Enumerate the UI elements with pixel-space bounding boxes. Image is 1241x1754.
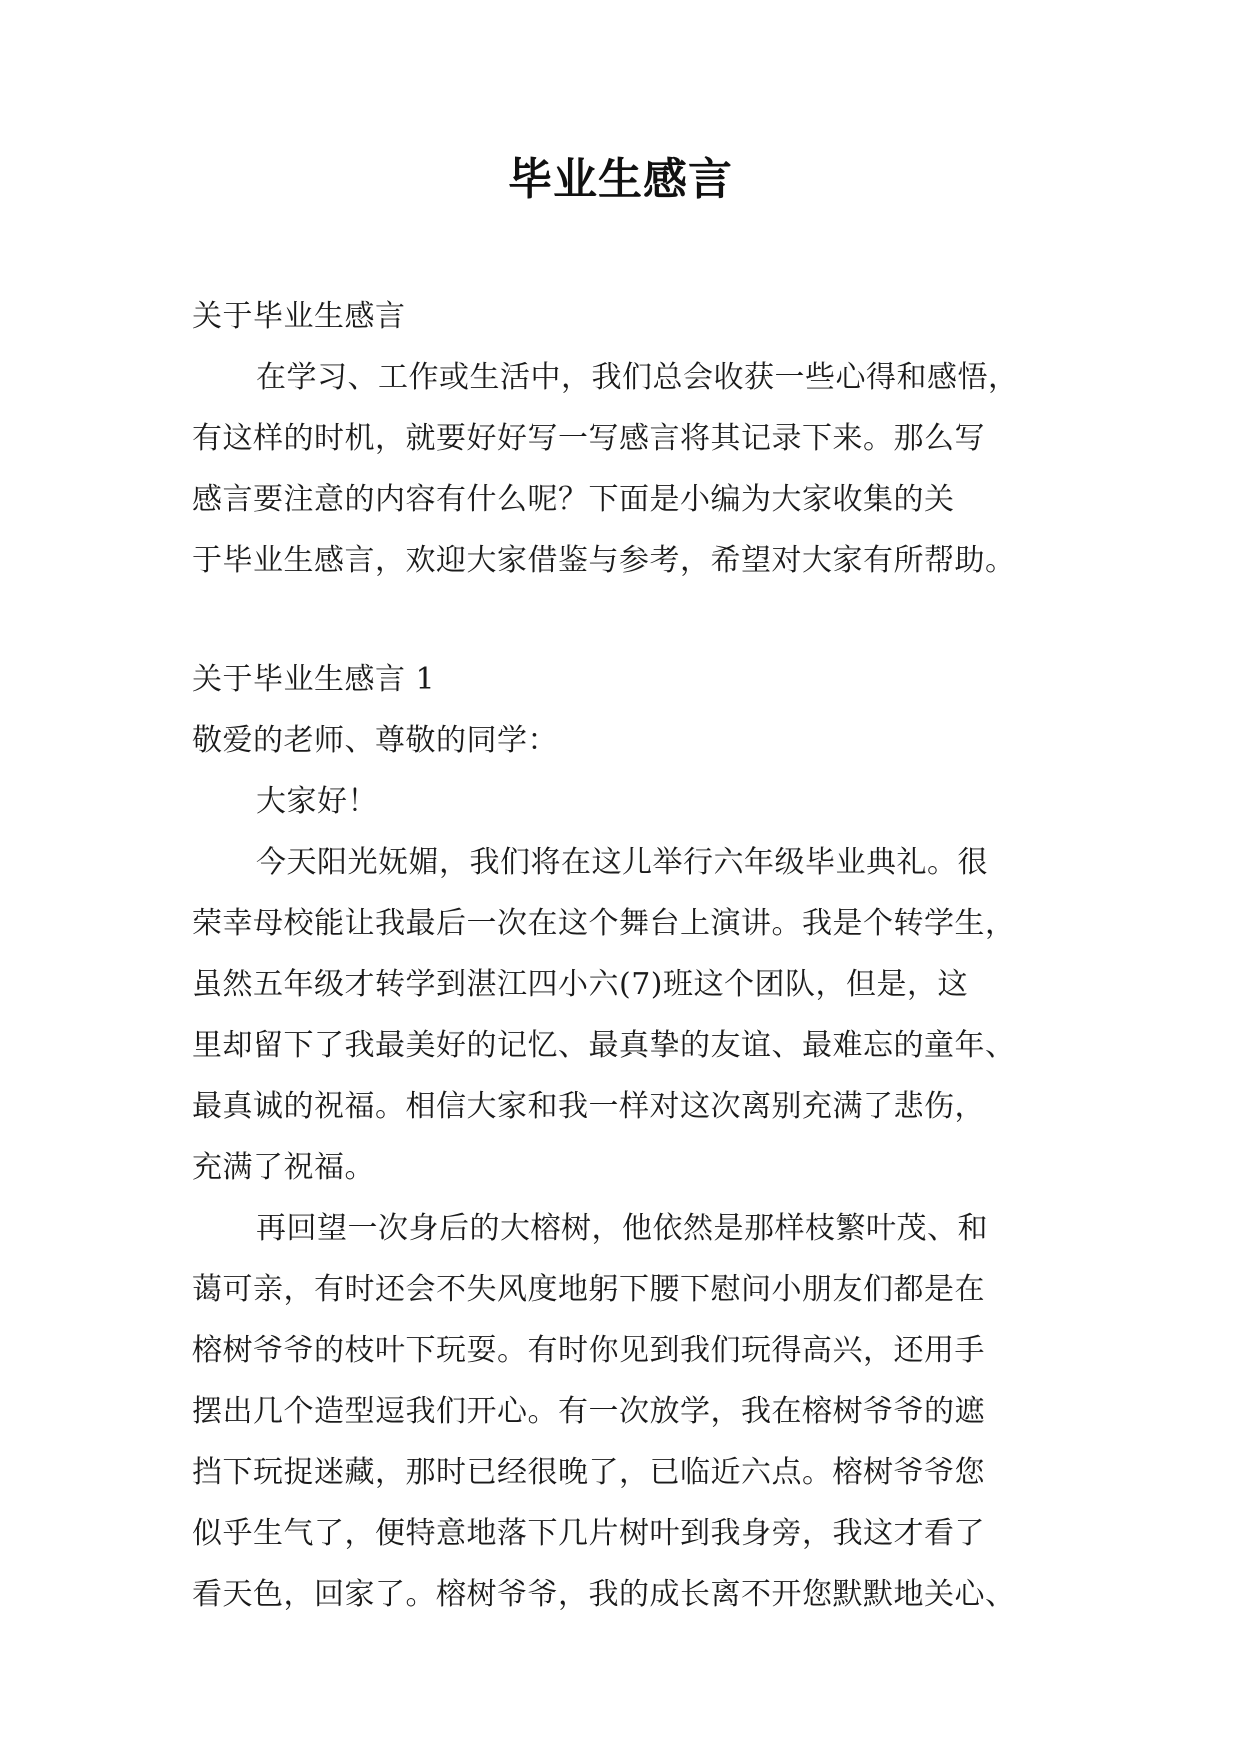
paragraph-line: 今天阳光妩媚，我们将在这儿举行六年级毕业典礼。很 xyxy=(256,845,988,880)
paragraph-line: 挡下玩捉迷藏，那时已经很晚了，已临近六点。榕树爷爷您 xyxy=(192,1455,985,1490)
paragraph-line: 摆出几个造型逗我们开心。有一次放学，我在榕树爷爷的遮 xyxy=(192,1394,985,1429)
paragraph-line: 蔼可亲，有时还会不失风度地躬下腰下慰问小朋友们都是在 xyxy=(192,1272,985,1307)
intro-heading: 关于毕业生感言 xyxy=(192,299,406,334)
paragraph-line: 看天色，回家了。榕树爷爷，我的成长离不开您默默地关心、 xyxy=(192,1577,1016,1612)
document-title: 毕业生感言 xyxy=(508,154,733,205)
salutation: 敬爱的老师、尊敬的同学： xyxy=(192,723,558,758)
document-body xyxy=(192,286,1054,1625)
intro-line: 在学习、工作或生活中，我们总会收获一些心得和感悟， xyxy=(256,360,1019,395)
greeting: 大家好！ xyxy=(256,784,378,819)
section-heading: 关于毕业生感言 1 xyxy=(192,662,436,697)
paragraph-line: 虽然五年级才转学到湛江四小六(7)班这个团队，但是，这 xyxy=(192,967,968,1002)
paragraph-line: 里却留下了我最美好的记忆、最真挚的友谊、最难忘的童年、 xyxy=(192,1028,1016,1063)
paragraph-line: 榕树爷爷的枝叶下玩耍。有时你见到我们玩得高兴，还用手 xyxy=(192,1333,985,1368)
intro-line: 有这样的时机，就要好好写一写感言将其记录下来。那么写 xyxy=(192,421,985,456)
intro-line: 感言要注意的内容有什么呢？下面是小编为大家收集的关 xyxy=(192,482,955,517)
paragraph-line: 充满了祝福。 xyxy=(192,1150,375,1185)
paragraph-line: 似乎生气了，便特意地落下几片树叶到我身旁，我这才看了 xyxy=(192,1516,985,1551)
section-spacer xyxy=(192,591,1054,649)
paragraph-line: 再回望一次身后的大榕树，他依然是那样枝繁叶茂、和 xyxy=(256,1211,988,1246)
paragraph-line: 荣幸母校能让我最后一次在这个舞台上演讲。我是个转学生， xyxy=(192,906,1016,941)
paragraph-line: 最真诚的祝福。相信大家和我一样对这次离别充满了悲伤， xyxy=(192,1089,985,1124)
intro-line: 于毕业生感言，欢迎大家借鉴与参考，希望对大家有所帮助。 xyxy=(192,543,1016,578)
